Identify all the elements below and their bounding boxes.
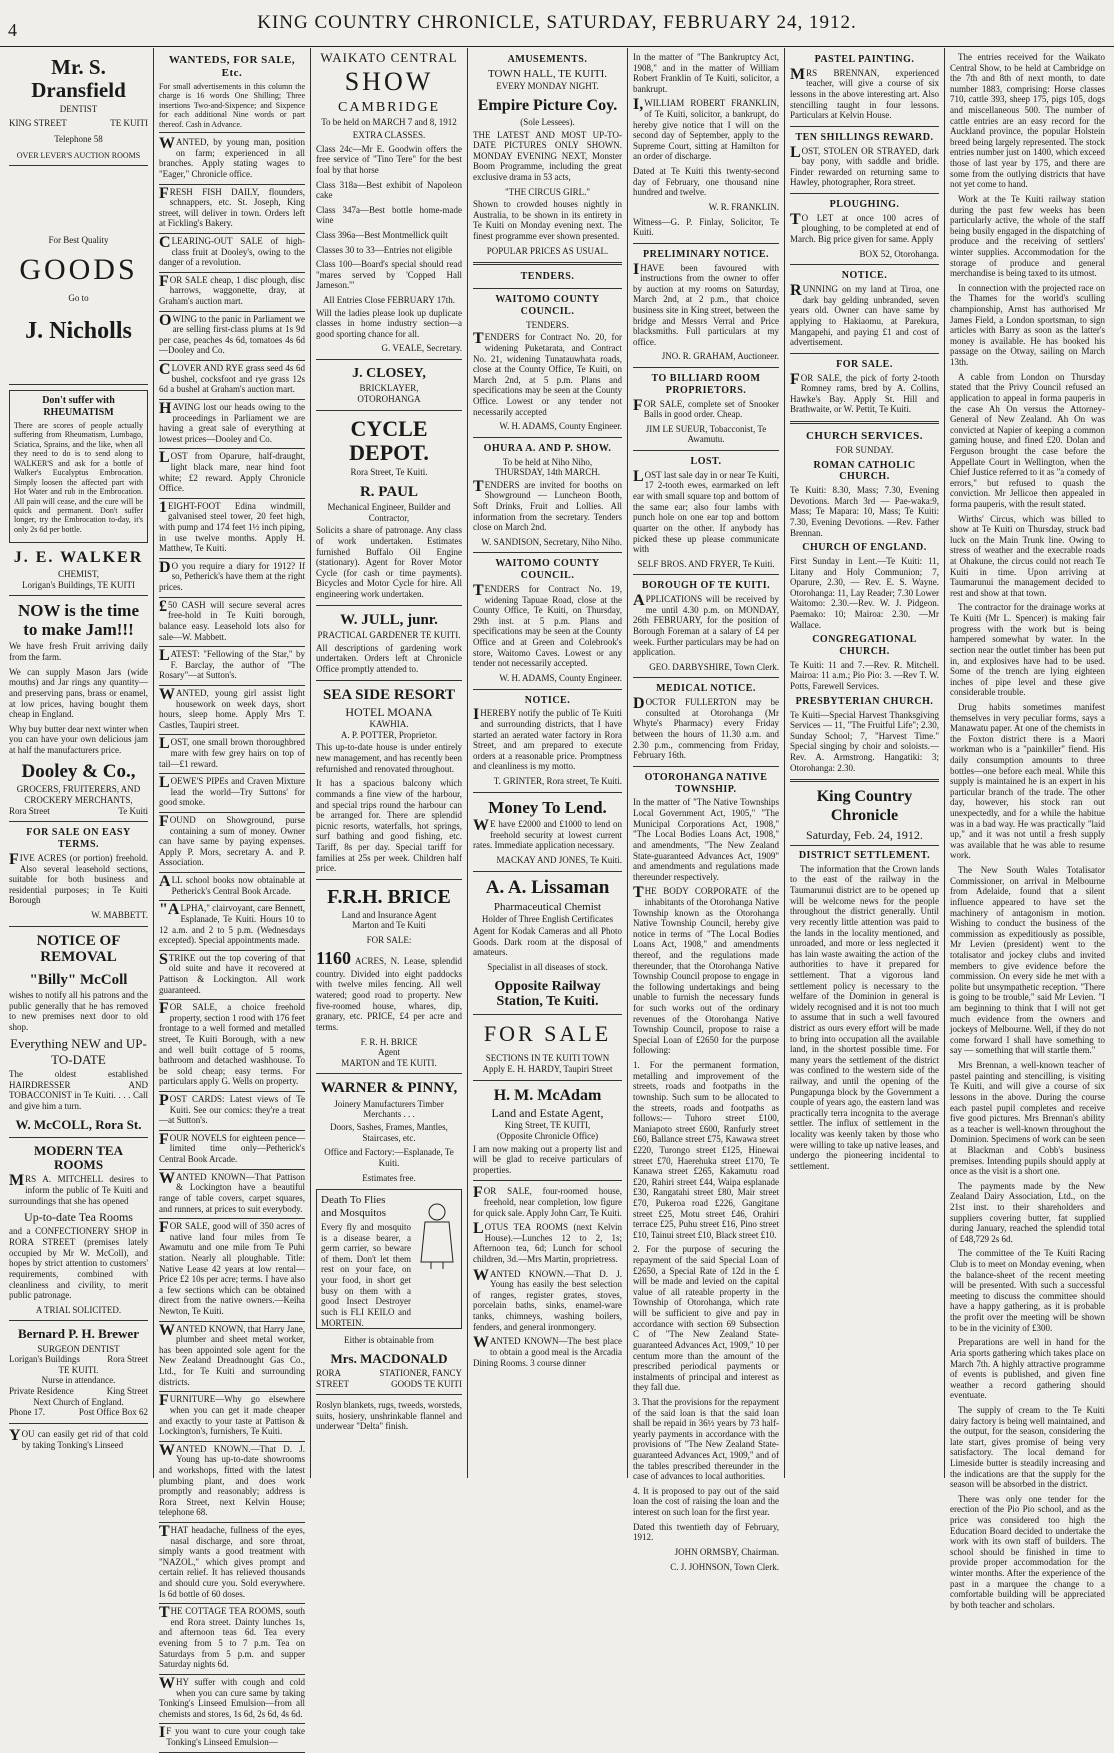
plough-sig: BOX 52, Otorohanga. xyxy=(859,248,939,259)
classified-item: FOUND on Showground, purse containing a sum of money. Owner can have same by paying expenses. Apply P. Mors, secretary A. and P. Association. xyxy=(159,813,305,868)
classified-item: FOUR NOVELS for eighteen pence—limited time only—Petherick's Central Book Arcade. xyxy=(159,1130,305,1165)
classified-item: WANTED KNOWN.—That D. J. Young has up-to-date showrooms and workshops, fitted with the latest plumbing plant, and does work promptly and reasonably; address is Rora Street, next Kelvin House; telephone 68. xyxy=(159,1441,305,1518)
pastel-body: MRS BRENNAN, experienced teacher, will give a course of six lessons in the above interesting art. Also stencilling taught in four lessons. Particulars at Kelvin House. xyxy=(790,65,939,121)
seaside-prop: A. P. POTTER, Proprietor. xyxy=(340,729,438,740)
brice-name: F.R.H. BRICE xyxy=(327,885,451,908)
easy-terms-sig: W. MABBETT. xyxy=(91,909,148,920)
classified-item: CLEARING-OUT SALE of high-class fruit at Dooley's, owing to the danger of a revolution. xyxy=(159,234,305,268)
young-ad: WANTED KNOWN.—That D. J. Young has easily the best selection of ranges, register grates, stoves, porcelain baths, sinks, enamel-ware tanks, chimneys, washing boilers, fenders, and general ironmongery. xyxy=(473,1266,622,1332)
classified-item: FRESH FISH DAILY, flounders, schnappers, etc. St. Joseph, King street, will deliver in town. Orders left at Fickling's Bakery. xyxy=(159,184,305,229)
waitomo2-head: WAITOMO COUNTY COUNCIL. xyxy=(495,558,600,582)
dransfield-street: KING STREET xyxy=(9,117,67,128)
classified-item: FURNITURE—Why go elsewhere when you can get it made cheaper and exactly to your taste at Pattison & Lockington's, furnishers, Te Kuiti. xyxy=(159,1392,305,1437)
seaside-hotel: HOTEL MOANA xyxy=(345,705,433,720)
goods-pre: For Best Quality xyxy=(48,235,109,246)
news-p4: A cable from London on Thursday stated that the Privy Council refused an application to appeal in forma pauperis in the case Ah On versus the Attorney-General of New Zealand. Ah On was convicted at Napier of keeping a common gaming house, and fined £20. Dolan and Ferguson brought the case before the Appellate Court in Wellington, when the Chief Justice referred to it as "a comedy of errors," but refused to quash the conviction. Mr Jellicoe then appealed in forma pauperis, with the result stated. xyxy=(950,371,1105,509)
cycle-body: Solicits a share of patronage. Any class of work undertaken. Estimates furnished Buffalo Oil Engine (stationary). Agent for Rover Motor Cycle (for cash or time payments). Bicycles and Motor Cycle for hire. All engineering work undertaken. xyxy=(316,525,462,600)
waikato-p: Will the ladies please look up duplicate classes in home industry section—a good sporting chance for all. xyxy=(316,307,462,339)
roslyn-ad: Roslyn blankets, rugs, tweeds, worsteds, suits, hosiery, unshrinkable flannel and underwear "Delta" finish. xyxy=(316,1400,462,1432)
sale-l2: Apply E. H. HARDY, Taupiri Street xyxy=(482,1063,613,1074)
native-head: OTOROHANGA NATIVE TOWNSHIP. xyxy=(644,771,768,795)
columns xyxy=(4,48,1110,1747)
dransfield-town: TE KUITI xyxy=(110,117,148,128)
ohura-head: OHURA A. AND P. SHOW. xyxy=(483,442,612,454)
walker-name: J. E. WALKER xyxy=(13,549,144,567)
removal-sig: W. McCOLL, Rora St. xyxy=(15,1116,142,1132)
waitomo2-sig: W. H. ADAMS, County Engineer. xyxy=(499,672,622,683)
ohura-l1: To be held at Niho Niho, xyxy=(502,456,593,467)
waikato-c3: Class 347a—Best bottle home-made wine xyxy=(316,204,462,226)
news-p11: The committee of the Te Kuiti Racing Club is to meet on Monday evening, when the balance-sheet of the recent meeting will be presented. With such a successful meeting to discuss the committee should have a happy gathering, as it is probable the profit over the meeting will be shown to be in the vicinity of £300. xyxy=(950,1248,1105,1333)
wanteds-list xyxy=(159,137,305,1752)
waitomo1-sig: W. H. ADAMS, County Engineer. xyxy=(499,421,622,432)
goods-title: GOODS xyxy=(19,253,138,287)
waikato-l1: WAIKATO CENTRAL xyxy=(320,50,458,65)
plough-head: PLOUGHING. xyxy=(829,199,900,211)
classified-item: LOST from Oparure, half-draught, light black mare, near hind foot white; £2 reward. Apply Chronicle Office. xyxy=(159,449,305,494)
sale-l1: SECTIONS IN TE KUITI TOWN xyxy=(485,1053,610,1064)
mcadam-opp: (Opposite Chronicle Office) xyxy=(496,1130,599,1141)
tea-sub: Up-to-date Tea Rooms xyxy=(24,1210,133,1225)
native-p6: 4. It is proposed to pay out of the said loan the cost of raising the loan and the interest on such loan for the first year. xyxy=(633,1485,779,1518)
dransfield-note: OVER LEVER'S AUCTION ROOMS xyxy=(16,151,141,161)
news-p2: Work at the Te Kuiti railway station during the past few weeks has been particularly active, the whole of the staff being busily engaged in the dispatching of produce and the receiving of settlers' winter supplies. Accommodation for the storage of produce and general merchandise is being taxed to its utmost. xyxy=(950,193,1105,279)
brewer-street: Rora Street xyxy=(107,1354,148,1365)
church-head: CHURCH SERVICES. xyxy=(805,430,924,442)
classified-item: CLOVER AND RYE grass seed 4s 6d bushel, cocksfoot and rye grass 12s 6d a bushel at Graham's auction mart. xyxy=(159,361,305,395)
classified-item: 1EIGHT-FOOT Edina windmill, galvanised steel tower, 20 feet high, with pump and 174 feet 1½ inch piping, in use twelve months. Apply H. Matthew, Te Kuiti. xyxy=(159,498,305,554)
classified-item: OWING to the panic in Parliament we are selling first-class plums at 1s 9d per case, peaches 4s 6d, tomatoes 4s 6d—Dooley and Co. xyxy=(159,311,305,356)
cg-head: CONGREGATIONAL CHURCH. xyxy=(812,634,917,658)
empire-sole: (Sole Lessees). xyxy=(520,116,575,127)
walker-addr: Lorigan's Buildings, TE KUITI xyxy=(22,579,135,590)
seaside-p1: This up-to-date house is under entirely new management, and has recently been refurnished and renovated throughout. xyxy=(316,742,462,774)
removal-name: "Billy" McColl xyxy=(29,971,128,988)
news-p3: In connection with the projected race on the Thames for the world's sculling championship, Arnst has authorised Mr James Field, a London sportsman, to sign articles with Barry as soon as the latter's money is available. He has booked his passage on the Otway, sailing on March 13th. xyxy=(950,282,1105,368)
kcc-date: Saturday, Feb. 24, 1912. xyxy=(790,828,939,846)
seaside-head: SEA SIDE RESORT xyxy=(322,686,456,703)
classified-item: WHY suffer with cough and cold when you can cure same by taking Tonking's Linseed Emulsion—from all chemists and stores, 1s 6d, 2s 6d, 4s 6d. xyxy=(159,1674,305,1719)
removal-p2: The oldest established HAIRDRESSER AND TOBACCONIST in Te Kuiti. . . . Call and give him a turn. xyxy=(9,1069,148,1111)
money-sig: MACKAY AND JONES, Te Kuiti. xyxy=(496,855,622,866)
brewer-res: Private Residence xyxy=(9,1386,74,1397)
ohura-l2: THURSDAY, 14th MARCH. xyxy=(494,467,601,478)
native-p7: Dated this twentieth day of February, 1912. xyxy=(633,1521,779,1543)
brewer-phone: Phone 17. xyxy=(9,1407,45,1418)
brewer-town: TE KUITI. xyxy=(58,1364,99,1375)
brewer-name: Bernard P. H. Brewer xyxy=(18,1326,139,1342)
cg-body: Te Kuiti: 11 and 7.—Rev. R. Mitchell. Mairoa: 11 a.m.; Pio Pio: 3. —Rev T. W. Potts, Farewell Services. xyxy=(790,659,939,692)
flies-shop: STATIONER, FANCY GOODS TE KUITI xyxy=(379,1368,462,1389)
column-1 xyxy=(4,48,154,1478)
classified-item: HAVING lost our heads owing to the proceedings in Parliament we are having a great sale of everything at lowest prices—Dooley and Co. xyxy=(159,399,305,444)
brewer-role: SURGEON DENTIST xyxy=(37,1343,120,1354)
news-p1: The entries received for the Waikato Central Show, to be held at Cambridge on the 7th and 8th of next month, to date number 1883, comprising: Horse classes 710, cattle 393, sheep 175, pigs 105, dogs and miscellaneous 500. The number of cattle entries are an easy record for the Auckland province, the popular Holstein breed being largely represented. The stock entries number just on 1400, which exceed those of last year by 175, and there are some from the outlying districts that have not yet come to hand. xyxy=(950,52,1105,190)
cold-ad: YOU can easily get rid of that cold by taking Tonking's Linseed xyxy=(9,1426,148,1450)
column-6 xyxy=(785,48,945,1478)
jull-body: All descriptions of gardening work undertaken. Orders left at Chronicle Office promptly attended to. xyxy=(316,642,462,674)
nicholls-name: J. Nicholls xyxy=(25,318,132,345)
settlement-head: DISTRICT SETTLEMENT. xyxy=(798,850,931,862)
ce-head: CHURCH OF ENGLAND. xyxy=(802,542,927,554)
kcc-title: King Country Chronicle xyxy=(816,788,913,825)
plough-body: TO LET at once 100 acres of ploughing, to be completed at end of March. Big price given for same. Apply xyxy=(790,210,939,245)
classified-item: LATEST: "Fellowing of the Star," by F. Barclay, the author of "The Rosary"—at Sutton's. xyxy=(159,647,305,681)
flies-name: Mrs. MACDONALD xyxy=(330,1350,448,1366)
brice-town2: MARTON and TE KUITI. xyxy=(341,1057,437,1068)
flies-ad xyxy=(316,1189,462,1329)
waikato-c6: Class 100—Board's special should read "mares served by 'Copped Hall Jameson.'" xyxy=(316,259,462,291)
tea-trial: A TRIAL SOLICITED. xyxy=(35,1304,122,1315)
empire-name: Empire Picture Coy. xyxy=(477,97,618,115)
prelim-head: PRELIMINARY NOTICE. xyxy=(642,248,769,260)
column-3 xyxy=(311,48,468,1478)
lissaman-spec: Specialist in all diseases of stock. xyxy=(487,962,608,972)
billiard-head: TO BILLIARD ROOM PROPRIETORS. xyxy=(651,373,761,396)
rc-head: ROMAN CATHOLIC CHURCH. xyxy=(813,459,916,483)
waikato-l2: SHOW xyxy=(344,67,434,97)
waikato-close: All Entries Close FEBRUARY 17th. xyxy=(323,295,455,306)
jull-role: PRACTICAL GARDENER TE KUITI. xyxy=(317,630,461,641)
classified-item: WANTED, by young man, position on farm; experienced in all branches. Apply stating wages to "Eager," Chronicle office. xyxy=(159,135,305,179)
classified-item: FOR SALE, a choice freehold property, section 1 rood with 176 feet frontage to a well formed and metalled street, Te Kuiti Borough, with a new and well built cottage of 5 rooms, bathroom and detached washhouse. To be sold cheap; easy terms. For particulars apply G. Wells on property. xyxy=(159,1000,305,1087)
dooley-desc: GROCERS, FRUITERERS, AND CROCKERY MERCHANTS, xyxy=(16,784,141,806)
empire-title: "THE CIRCUS GIRL." xyxy=(504,186,591,197)
tenders-head: TENDERS. xyxy=(520,271,575,283)
pastel-head: PASTEL PAINTING. xyxy=(814,54,915,65)
brewer-box: Post Office Box 62 xyxy=(78,1407,148,1418)
native-p5: 3. That the provisions for the repayment of the said loan is that the said loan shall be repaid in 36½ years by 73 half-yearly payments in accordance with the provisions of "The New Zealand State-guaranteed Advances Act, 1909," and of the tables prescribed thereunder in the case of advances to local authorities. xyxy=(633,1396,779,1482)
waikato-c1: Class 24c—Mr E. Goodwin offers the free service of "Tino Tere" for the best foal by that horse xyxy=(316,143,462,175)
column-4 xyxy=(468,48,628,1478)
rams-body: FOR SALE, the pick of forty 2-tooth Romney rams, bred by A. Collins, Hawke's Bay. Apply St. Hill and Brathwaite, or W. Pettit, Te Kuiti. xyxy=(790,370,939,415)
flies-head: Death To Flies and Mosquitos xyxy=(321,1194,387,1220)
brewer-res-street: King Street xyxy=(106,1386,148,1397)
cycle-head: CYCLE DEPOT. xyxy=(349,415,429,465)
bank-p2: I,WILLIAM ROBERT FRANKLIN, of Te Kuiti, solicitor, a bankrupt, do hereby give notice that I will on the second day of September, apply to the Supreme Court, sitting at Hamilton for an order of discharge. xyxy=(633,96,779,162)
dransfield-role: DENTIST xyxy=(59,104,98,115)
grinter-sig: T. GRINTER, Rora street, Te Kuiti. xyxy=(493,775,622,786)
masthead xyxy=(0,0,1114,47)
brice-sale: FOR SALE: xyxy=(366,935,412,946)
amuse-head: AMUSEMENTS. xyxy=(507,54,588,65)
column-5 xyxy=(628,48,785,1572)
bank-wit: Witness—G. P. Finlay, Solicitor, Te Kuiti. xyxy=(633,216,779,238)
medical-head: MEDICAL NOTICE. xyxy=(656,683,756,695)
lost-head: LOST. xyxy=(690,456,722,468)
removal-body: wishes to notify all his patrons and the public generally that he has removed to new premises next door to old shop. xyxy=(9,990,148,1032)
brice-agent: Agent xyxy=(378,1047,400,1058)
rheum-title: Don't suffer with RHEUMATISM xyxy=(42,395,115,419)
flies-from: Either is obtainable from xyxy=(344,1335,434,1346)
mcadam-name: H. M. McAdam xyxy=(493,1086,602,1104)
seaside-p2: It has a spacious balcony which commands a fine view of the harbour, and special trips round the harbour can be arranged for. There are splendid picnic resorts, waterfalls, hot springs, surf bathing and good fishing, etc. Tariff, 8s per day. Special tariff for families at 25s per week. Children half price. xyxy=(316,778,462,874)
classified-item: STRIKE out the top covering of that old suite and have it recovered at Pattison & Lockington. All work guaranteed. xyxy=(159,950,305,995)
amuse-hall: TOWN HALL, TE KUITI. xyxy=(487,67,608,80)
classified-item: DO you require a diary for 1912? If so, Petherick's have them at the right prices. xyxy=(159,558,305,593)
page-number: 4 xyxy=(8,20,18,40)
jam-p1: We have fresh Fruit arriving daily from the farm. xyxy=(9,641,148,663)
brewer-bldg: Lorigan's Buildings xyxy=(9,1354,80,1365)
waikato-c4: Class 396a—Best Montmellick quilt xyxy=(316,230,448,240)
bank-p1: In the matter of "The Bankruptcy Act, 1908," and in the matter of William Robert Franklin of Te Kuiti, solicitor, a bankrupt. xyxy=(633,52,779,94)
waitomo1-sub: TENDERS. xyxy=(526,319,569,330)
news-p5: Wirths' Circus, which was billed to show at Te Kuiti on Thursday, struck bad luck on the Main Trunk line. Owing to stress of weather and the execrable roads at Ohakune, the circus could not reach Te Kuiti in time. Upon arriving at Taumarunui the management decided to rest and show at that town. xyxy=(950,513,1105,598)
money-body: WE have £2000 and £1000 to lend on freehold security at lowest current rates. Immediate application necessary. xyxy=(473,817,622,851)
warner-office: Office and Factory:—Esplanade, Te Kuiti. xyxy=(324,1147,454,1168)
brice-town: Marton and Te Kuiti xyxy=(352,920,426,931)
borough-head: BOROUGH OF TE KUITI. xyxy=(641,580,771,592)
empire-prices: POPULAR PRICES AS USUAL. xyxy=(486,245,609,256)
lotus-ad: LOTUS TEA ROOMS (next Kelvin House).—Lunches 12 to 2, 1s; Afternoon tea, 6d; Lunch for school children, 3d.—Mrs Martin, proprietress. xyxy=(473,1220,622,1265)
column-2 xyxy=(154,48,311,1747)
church-sub: FOR SUNDAY. xyxy=(835,444,894,455)
cycle-addr: Rora Street, Te Kuiti. xyxy=(350,467,428,478)
jull-name: W. JULL, junr. xyxy=(340,611,438,628)
brewer-next: Next Church of England. xyxy=(33,1396,124,1407)
easy-terms-head: FOR SALE ON EASY TERMS. xyxy=(26,827,131,851)
ohura-body: TENDERS are invited for booths on Showground — Luncheon Booth, Soft Drinks, Fruit and Lollies. All information from the secretary. Tenders close on March 2nd. xyxy=(473,477,622,533)
dooley-town: Te Kuiti xyxy=(118,805,148,816)
tea-p2: and a CONFECTIONERY SHOP in RORA STREET (premises lately occupied by Mr W. McColl), and hopes by strict attention to customers' requirements, combined with cleanliness and civility, to merit public patronage. xyxy=(9,1226,148,1301)
pr-head: PRESBYTERIAN CHURCH. xyxy=(795,695,934,707)
brice-role: Land and Insurance Agent xyxy=(341,909,437,920)
lissaman-agent: Agent for Kodak Cameras and all Photo Goods. Dark room at the disposal of amateurs. xyxy=(473,926,622,958)
tea-head: MODERN TEA ROOMS xyxy=(34,1142,123,1173)
billiard-sig: JIM LE SUEUR, Tobacconist, Te Awamutu. xyxy=(645,423,767,445)
cycle-name: R. PAUL xyxy=(359,483,419,500)
prelim-body: IHAVE been favoured with instructions from the owner to offer by auction at my rooms on Saturday, March 2nd, at 2 p.m., that choice business site in King street, between the bridge and Messrs Verral and Price blacksmiths. Full particulars at my office. xyxy=(633,260,779,347)
amuse-night: EVERY MONDAY NIGHT. xyxy=(496,80,599,91)
waitomo1-body: TENDERS for Contract No. 20, for widening Puketarata, and Contract No. 21, widening Tunatauwhata roads, close at the County Office, Te Kuiti, on March 2nd, at 5 p.m. Plans and specifications may be seen at the County Office. Lowest or any tender not necessarily accepted xyxy=(473,330,622,417)
classified-item: £50 CASH will secure several acres free-hold in Te Kuiti borough, balance easy. Leasehold lots also for sale—W. Mabbett. xyxy=(159,597,305,642)
native-sig: JOHN ORMSBY, Chairman. xyxy=(674,1546,779,1557)
dransfield-phone: Telephone 58 xyxy=(54,134,103,145)
rc-body: Te Kuiti: 8.30, Mass; 7.30, Evening Devotions. March 3rd — Pae-waka:9, Mass; Te Mapara: 10, Mass; Te Kuiti: 7.30, Evening Devotions. —Rev. Father Brennan. xyxy=(790,485,939,538)
dooley-street: Rora Street xyxy=(9,805,50,816)
brice-num: 1160 xyxy=(316,947,352,968)
classified-item: WANTED, young girl assist light housework on week days, short hours, sleep home. Apply Mrs T. Castles, Taupiri street. xyxy=(159,685,305,730)
lissaman-opp: Opposite Railway Station, Te Kuiti. xyxy=(494,978,601,1009)
grinter-body: IHEREBY notify the public of Te Kuiti and surrounding districts, that I have started an aerated water factory in Rora Street, and am prepared to execute orders at a reasonable price. Promptness and cleanliness is my motto. xyxy=(473,706,622,772)
dransfield-name: Mr. S. Dransfield xyxy=(31,55,126,103)
waitomo1-head: WAITOMO COUNTY COUNCIL. xyxy=(495,294,600,317)
brice-body: ACRES, N. Lease, splendid country. Divided into eight paddocks with twelve miles fencing. All well watered; good road to property. New five-roomed house, whares, dip, granary, etc. PRICE, £4 per acre and terms. xyxy=(316,955,462,1032)
girl-figure-icon xyxy=(419,1200,455,1270)
borough-body: APPLICATIONS will be received by me until 4.30 p.m. on MONDAY, 26th FEBRUARY, for the position of Borough Foreman at a salary of £4 per week. Further particulars may be had on application. xyxy=(633,592,779,658)
medical-body: DOCTOR FULLERTON may be consulted at Otorohanga (Mr Whyte's Pharmacy) every Friday between the hours of 11.30 a.m. and 2.30 p.m., commencing from Friday, February 16th. xyxy=(633,695,779,761)
waikato-c5: Classes 30 to 33—Entries not eligible xyxy=(316,244,453,255)
easy-terms-body: FIVE ACRES (or portion) freehold. Also several leasehold sections, suitable for both business and residential purposes; in Te Kuiti Borough xyxy=(9,850,148,906)
reward-body: LOST, STOLEN OR STRAYED, dark bay pony, with saddle and bridle. Finder rewarded on returning same to Hawley, photographer, Rora street. xyxy=(790,143,939,188)
classified-item: ALL school books now obtainable at Petherick's Central Book Arcade. xyxy=(159,873,305,896)
native-p1: In the matter of "The Native Townships Local Government Act, 1905," "The Municipal Corporations Act, 1908," "The Local Bodies Loans Act, 1908," and amendments, "The New Zealand State-guaranteed Advances Act, 1909" and amendments and regulations made thereunder respectively. xyxy=(633,797,779,882)
dooley-name: Dooley & Co., xyxy=(21,760,136,782)
mcadam-p1: I am now making out a property list and will be glad to receive particulars of properties. xyxy=(473,1143,622,1175)
classified-item: "ALPHA," clairvoyant, care Bennett, Esplanade, Te Kuiti. Hours 10 to 12 a.m. and 2 to 5 p.m. (Wednesdays excepted). Special appointments made. xyxy=(159,901,305,946)
warner-name: WARNER & PINNY, xyxy=(320,1080,458,1097)
bank-p3: Dated at Te Kuiti this twenty-second day of February, one thousand nine hundred and twelve. xyxy=(633,166,779,198)
classified-item: FOR SALE, good will of 350 acres of native land four miles from Te Awamutu and one mile from Te Puhi station. Nearly all ploughable. Title: Native Lease 42 years at low rental—Price £2 10s per acre; terms. I have also a few sections which can be obtained direct from the native owners.—Keiha Newton, Te Kuiti. xyxy=(159,1219,305,1317)
empire-p2: Shown to crowded houses nightly in Australia, to be shown in its entirety in Te Kuiti on Monday evening next. The finest programme ever shown presented. xyxy=(473,199,622,242)
classified-item: IF you want to cure your cough take Tonking's Linseed Emulsion— xyxy=(159,1724,305,1747)
waikato-date: To be held on MARCH 7 and 8, 1912 xyxy=(321,116,457,127)
notice-head: NOTICE. xyxy=(841,270,888,282)
pr-body: Te Kuiti—Special Harvest Thanksgiving Services — 11, "The Fruitful Life"; 2.30, Sunday School; 7, "Harvest Time." Special singing by choir and soloists.—Rev. A. Armstrong. Hangatiki: 3; Otorohanga: 2.30. xyxy=(790,709,939,773)
classified-item: WANTED KNOWN—That Pattison & Lockington have a beautiful range of table covers, carpet squares, and runners, at prices to suit everybody. xyxy=(159,1169,305,1214)
flies-street: RORA STREET xyxy=(316,1368,349,1389)
flies-body: Every fly and mosquito is a disease bearer, a germ carrier, so beware of them. Don't let them rest on your face, on your food, in short get busy on them with a good Insect Destroyer such is FLI KEILO and MORTEIN. xyxy=(321,1222,411,1328)
native-p3: 1. For the permanent formation, metalling and improvement of the streets, roads and footpaths in the township. Such sum to be allocated to the streets, roads and footpaths as follows:— Tuhoro street £100, Maniapoto street £600, Ranfurly street £60, Ballance street £75, Kawawa street £220, Turongo street £125, Hinewai street £70, Haerehuka street £170, Te Kanawa street £265, Kakamutu road £20, Rahiri street £44, Waipa esplanade £30, Rangatahi street £80, Mair street £70, Pukeroa road £226, Gangitane street £25, Motu street £46, Orahiri terrace £25, Puhu street £16, Pino street £10, Tainui street £10, Black street £10. xyxy=(633,1060,779,1240)
news-p8: The New South Wales Totalisator Commissioner, on arrival in Melbourne from Adelaide, found that a silent influence appeared to have set the machinery of antagonism in motion. Wishing to conduct the business of the commission as expeditiously as possible, Mr Levien (president) went to the totalisator and jockey clubs and invited members to give evidence before the commission. On every side he met with a polite but unsympathetic reception. "There is going to be trouble," said Mr Levien. "I am beginning to think that I will not get much evidence from the owners and jockeys of Melbourne. Well, if they do not come forward I shall have something to say — something that will startle them." xyxy=(950,865,1105,1056)
jam-p2: We can supply Mason Jars (wide mouths) and Jar rings any quantity— and preserving pans, brass or enamel, at low prices, having bought them cheap in England. xyxy=(9,666,148,720)
waikato-l3: CAMBRIDGE xyxy=(337,100,440,115)
prelim-sig: JNO. R. GRAHAM, Auctioneer. xyxy=(661,351,779,362)
rheum-body: There are scores of people actually suffering from Rheumatism, Lumbago, Sciatica, Sprains, and the like, when all they need to do is to send along to WALKER'S and ask for a bottle of Walker's Eucalyptus Embrocation. Simply loosen the affected part with Hot Water and rub in the Embrocation. All pain will cease, and the cure will be quick and permanent. Don't suffer longer, try the Embrocation to-day, it's only 2s 6d per bottle. xyxy=(14,421,143,534)
masthead-title: KING COUNTRY CHRONICLE, SATURDAY, FEBRUARY 24, 1912. xyxy=(257,12,857,33)
jam-title: NOW is the time to make Jam!!! xyxy=(17,601,140,639)
sale-head: FOR SALE xyxy=(483,1021,612,1047)
news-p10: The payments made by the New Zealand Dairy Association, Ltd., on the 21st inst. to their shareholders and suppliers covering butter, fat supplied during January, reached the splendid total of £48,729 2s 6d. xyxy=(950,1180,1105,1244)
reward-head: TEN SHILLINGS REWARD. xyxy=(795,131,934,143)
ce-body: First Sunday in Lent.—Te Kuiti: 11, Litany and Holy Communion; 7, Oparure, 2.30, — Rev. E. S. Wayne. Otorohanga: 11, Lay Reader; 7.30 Lower Waitomo: 2.30.—Rev. W. J. Pidgeon. Paemako: 10; Mairoa: 2.30. —Mr Wallace. xyxy=(790,556,939,630)
news-p14: There was only one tender for the erection of the Pio Pio school, and as the price was considered too high the Education Board decided to undertake the work with its own staff of builders. The school should be finished in time to provide proper accommodation for the winter months. After the experience of the past in a marquee the change to a comfortable building will be appreciated by both teacher and scholars. xyxy=(950,1493,1105,1610)
closey-role: BRICKLAYER, xyxy=(359,383,419,394)
waikato-c2: Class 318a—Best exhibit of Napoleon cake xyxy=(316,179,462,201)
carr-ad: FOR SALE, four-roomed house, freehold, near completion, low figure for quick sale. Apply John Carr, Te Kuiti. xyxy=(473,1184,622,1218)
borough-sig: GEO. DARBYSHIRE, Town Clerk. xyxy=(649,661,779,672)
money-head: Money To Lend. xyxy=(488,797,607,817)
cycle-role: Mechanical Engineer, Builder and Contractor, xyxy=(327,502,451,523)
removal-ev: Everything NEW and UP-TO-DATE xyxy=(10,1036,147,1067)
lissaman-role: Pharmaceutical Chemist xyxy=(493,900,602,913)
column-7 xyxy=(945,48,1110,1610)
news-p6: The contractor for the drainage works at Te Kuiti (Mr L. Spencer) is making fair progress with the work but is being hampered somewhat by water. In the section near the outlet timber has been put in, and explosives have had to be used. Some of the trench are lying eighteen inches of pipe level and these give considerable trouble. xyxy=(950,602,1105,698)
waitomo2-body: TENDERS for Contract No. 19, widening Tapuae Road, close at the County Office, Te Kuiti, on Thursday, 29th inst. at 5 p.m. Plans and specifications may be seen at the County Office and at Green and Colebrook's store, Waitomo Caves. Lowest or any tender not necessarily accepted. xyxy=(473,582,622,669)
warner-est: Estimates free. xyxy=(362,1172,416,1183)
bank-sig: W. R. FRANKLIN. xyxy=(708,201,779,212)
classified-item: WANTED KNOWN, that Harry Jane, plumber and sheet metal worker, has been appointed sole agent for the New Zealand Dreadnought Gas Co., Ltd., for Te Kuiti and surrounding districts. xyxy=(159,1321,305,1387)
removal-head: NOTICE OF REMOVAL xyxy=(36,932,121,966)
arcadia-ad: WANTED KNOWN—The best place to obtain a good meal is the Arcadia Dining Rooms. 3 course dinner xyxy=(473,1334,622,1368)
classified-item: POST CARDS: Latest views of Te Kuiti. See our comics: they're a treat—at Sutton's. xyxy=(159,1092,305,1126)
classified-item: THAT headache, fullness of the eyes, nasal discharge, and sore throat, simply wants a good treatment with "NAZOL," which gives prompt and certain relief. It has relieved thousands and should cure you. Sold everywhere. Is 6d bottle of 60 doses. xyxy=(159,1522,305,1599)
wanteds-head: WANTEDS, FOR SALE, Etc. xyxy=(168,54,296,79)
closey-name: J. CLOSEY, xyxy=(352,366,426,382)
lost-body: LOST last sale day in or near Te Kuiti, 17 2-tooth ewes, earmarked on left ear with small square top and bottom of the same ear; also four lambs with punch hole on one ear top and bottom quarter on the other. If anybody has picked these up please communicate with xyxy=(633,467,779,555)
closey-town: OTOROHANGA xyxy=(357,394,421,405)
brewer-nurse: Nurse in attendance. xyxy=(41,1375,116,1386)
empire-p1: THE LATEST AND MOST UP-TO-DATE PICTURES ONLY SHOWN. MONDAY EVENING NEXT, Monster Boom Programme, including the great exclusive drama in 53 acts, xyxy=(473,129,622,183)
classified-item: LOST, one small brown thoroughbred mare with few grey hairs on top of tail—£1 reward. xyxy=(159,735,305,769)
tea-body: MRS A. MITCHELL desires to inform the public of Te Kuiti and surroundings that she has opened xyxy=(9,1172,148,1206)
seaside-town: KAWHIA. xyxy=(369,719,409,730)
news-p13: The supply of cream to the Te Kuiti dairy factory is being well maintained, and the output, for the season, considering the late start, gives promise of being very satisfactory. The local demand for Limeside butter is steadily increasing and the indications are that the supply for the season will be absorbed in the district. xyxy=(950,1404,1105,1490)
lost-sig: SELF BROS. AND FRYER, Te Kuiti. xyxy=(637,558,775,569)
native-p4: 2. For the purpose of securing the repayment of the said Special Loan of £2650, a Special Rate of 12d in the £ will be made and levied on the capital value of all rateable property in the Township of Otorohanga, which rate will be sufficient to give and pay in accordance with section 69 Subsection C of "The New Zealand State-guaranteed Advances Act, 1909," 10 per centum more than the amount of the prescribed periodical payments or instalments of principal and interest as they fall due. xyxy=(633,1244,779,1393)
mcadam-addr: King Street, TE KUITI, xyxy=(504,1120,591,1131)
classified-item: FOR SALE cheap, 1 disc plough, disc harrows, waggonette, dray, at Graham's auction mart. xyxy=(159,272,305,307)
mcadam-role: Land and Estate Agent, xyxy=(491,1106,604,1121)
goods-mid: Go to xyxy=(68,293,89,304)
notice-body: RUNNING on my land at Tiroa, one dark bay gelding unbranded, seven years old. Owner can have same by applying to Hakiaomu, at Parekura, Mangapehi, and paying £1 and cost of advertisement. xyxy=(790,282,939,348)
billiard-body: FOR SALE, complete set of Snooker Balls in good order. Cheap. xyxy=(633,396,779,420)
settlement-body: The information that the Crown lands to the east of the railway in the Taumarunui district are to be opened up will be welcome news for the people throughout the district generally. Until very recently little attention was paid to the lands in the locality mentioned, and unroaded, and more or less neglected it has lain waste awaiting the action of the authorities to have it prepared for settlement. That a vigorous land settlement policy is necessary to the welfare of the Dominion in general is widely recognised and it is not too much to assume that in such a well favoured district as ours every effort will be made to bring into occupation all the available land, in the shortest possible time. For many years the settlement of the district was confined to the western side of the railway, and until the opening of the Pungapunga block by the Government a couple of years ago, the eastern land was practically terra incognita to the average settler. The influx of settlement in the locality was keenly taken by those who were willing to take up native leases, and undergo the pioneering incidental to settlement. xyxy=(790,863,939,1171)
rams-head: FOR SALE. xyxy=(836,358,893,370)
warner-body: Doors, Sashes, Frames, Mantles, Staircases, etc. xyxy=(330,1122,448,1143)
rheumatism-box xyxy=(9,390,148,543)
wanteds-rates: For small advertisements in this column the charge is 16 words One Shilling; Three insertions Two-and-Sixpence; and Sixpence for each additional Nine words or part thereof. Cash in Advance. xyxy=(159,82,305,133)
walker-role: CHEMIST, xyxy=(57,568,100,579)
native-sig2: C. J. JOHNSON, Town Clerk. xyxy=(670,1561,779,1572)
jam-p3: Why buy butter dear next winter when you can have your own delicious jam at half the manufacturers price. xyxy=(9,723,148,755)
waikato-sig: G. VEALE, Secretary. xyxy=(381,343,462,354)
waikato-extra: EXTRA CLASSES. xyxy=(352,130,426,141)
ohura-sig: W. SANDISON, Secretary, Niho Niho. xyxy=(481,536,622,547)
brice-sig: F. R. H. BRICE xyxy=(360,1036,418,1047)
lissaman-holder: Holder of Three English Certificates xyxy=(481,913,614,924)
news-p9: Mrs Brennan, a well-known teacher of pastel painting and stencilling, is visiting Te Kuiti, and will give a course of six lessons in the above. During the course each pastel pupil completes and receive five good pictures. Mrs Brennan's ability as a teacher is well-known throughout the Dominion. Specimens of work can be seen at Blackman and Cobb's business premises. Intending pupils should apply at once as the visit is a short one. xyxy=(950,1060,1105,1177)
classified-item: LOEWE'S PIPEs and Craven Mixture lead the world—Try Suttons' for good smoke. xyxy=(159,774,305,808)
classified-item: THE COTTAGE TEA ROOMS, south end Rora street. Dainty lunches 1s, and afternoon teas 6d. Tea every evening from 5 to 7 p.m. Tea on Saturdays from 5 p.m. and supper Saturday nights 6d. xyxy=(159,1604,305,1670)
news-p7: Drug habits sometimes manifest themselves in very peculiar forms, says a Manawatu paper. At one of the chemists in the Foxton district there is a Maori workman who is a "painkiller" fiend. His daily consumption amounts to three bottles—one before each meal. While this supply is maintained he is an expert in his particular branch of the trade. The other day, however, his stock ran out unexpectedly, and for a while the habitue was in a bad way. He was practically "laid up," and it was not until a fresh supply was available that he was able to resume work. xyxy=(950,701,1105,861)
lissaman-name: A. A. Lissaman xyxy=(485,876,610,898)
news-p12: Preparations are well in hand for the Aria sports gathering which takes place on March 7th. A highly attractive programme of events is published, and given fine weather a record gathering should eventuate. xyxy=(950,1337,1105,1401)
native-p2: THE BODY CORPORATE of the inhabitants of the Otorohanga Native Township known as the Otorohanga Native Township Council, hereby give notice in terms of "The Local Bodies Loans Act, 1908," and amendments thereof, and the regulations made thereunder, that the Otorohanga Native Township Council propose to engage in the following undertakings and being unable to furnish the necessary funds for such works out of the ordinary revenues of the Otorohanga Native Township Council, propose to raise a Special Loan of £2650 for the purpose following: xyxy=(633,884,779,1056)
grinter-head: NOTICE. xyxy=(524,694,571,706)
warner-role: Joinery Manufacturers Timber Merchants . . . xyxy=(334,1098,444,1120)
